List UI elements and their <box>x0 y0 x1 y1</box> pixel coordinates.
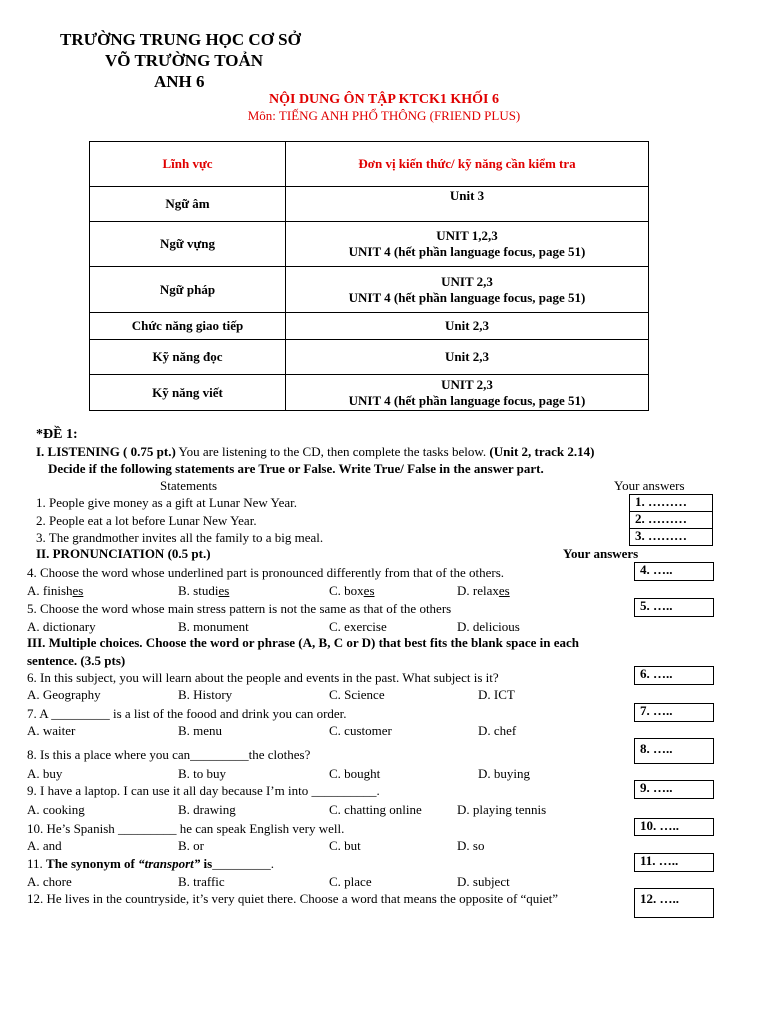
question-11 <box>27 856 274 872</box>
answer-box-7[interactable]: 7. ….. <box>634 703 714 722</box>
school-name-line2: VÕ TRƯỜNG TOẢN <box>105 51 264 70</box>
answer-box-8[interactable]: 8. ….. <box>634 738 714 764</box>
table-header-content: Đơn vị kiến thức/ kỹ năng cần kiểm tra <box>286 142 649 187</box>
q6-option-b[interactable]: B. History <box>178 687 233 702</box>
answer-box-2[interactable]: 2. ……… <box>629 511 713 529</box>
q11-option-a[interactable]: A. chore <box>27 874 72 889</box>
table-row <box>90 313 649 340</box>
q8-option-b[interactable]: B. to buy <box>178 766 227 781</box>
option-letter: A. <box>27 583 43 598</box>
option-underlined: es <box>363 583 375 598</box>
q6-option-c[interactable]: C. Science <box>329 687 385 702</box>
listening-track: (Unit 2, track 2.14) <box>489 444 595 459</box>
multiple-heading-line2: sentence. (3.5 pts) <box>27 653 126 668</box>
question-6: 6. In this subject, you will learn about the people and events in the past. What subject is it? <box>27 670 499 685</box>
answer-box-9[interactable]: 9. ….. <box>634 780 714 799</box>
content-line: UNIT 2,3 <box>441 273 493 289</box>
table-cell-area: Ngữ pháp <box>90 267 286 313</box>
answer-box-10[interactable]: 10. ….. <box>634 818 714 836</box>
option-underlined: es <box>72 583 84 598</box>
q11-blank: _________. <box>212 856 274 871</box>
class-label: ANH 6 <box>154 72 205 91</box>
q10-option-d[interactable]: D. so <box>457 838 485 853</box>
listening-text: You are listening to the CD, then complete the tasks below. <box>175 444 490 459</box>
answer-box-1[interactable]: 1. ……… <box>629 494 713 512</box>
option-letter: C. <box>329 583 345 598</box>
table-cell-content <box>286 187 649 222</box>
your-answers-label: Your answers <box>614 478 685 493</box>
table-cell-area: Kỹ năng đọc <box>90 340 286 375</box>
table-cell-area: Chức năng giao tiếp <box>90 313 286 340</box>
q6-option-d[interactable]: D. ICT <box>478 687 515 702</box>
school-name-line1: TRƯỜNG TRUNG HỌC CƠ SỞ <box>60 30 301 49</box>
option-underlined: es <box>218 583 230 598</box>
answer-box-3[interactable]: 3. ……… <box>629 528 713 546</box>
question-12: 12. He lives in the countryside, it’s very quiet there. Choose a word that means the opposite of “quiet” <box>27 891 559 906</box>
content-line: UNIT 1,2,3 <box>436 228 498 243</box>
option-underlined: es <box>498 583 510 598</box>
question-10: 10. He’s Spanish _________ he can speak English very well. <box>27 821 345 836</box>
q11-option-b[interactable]: B. traffic <box>178 874 225 889</box>
table-cell-content: Unit 2,3 <box>286 313 649 340</box>
table-cell-content <box>286 222 649 267</box>
q8-option-c[interactable]: C. bought <box>329 766 381 781</box>
document-subject: Môn: TIẾNG ANH PHỔ THÔNG (FRIEND PLUS) <box>247 108 521 123</box>
document-title: NỘI DUNG ÔN TẬP KTCK1 KHỐI 6 <box>269 92 499 107</box>
option-stem: relax <box>472 583 499 598</box>
q11-bold-text: The synonym of <box>46 856 139 871</box>
table-row <box>90 187 649 222</box>
option-stem: studi <box>193 583 219 598</box>
pronunciation-heading: II. PRONUNCIATION (0.5 pt.) <box>36 546 211 561</box>
exam-label: *ĐỀ 1: <box>36 427 78 442</box>
your-answers-label-2: Your answers <box>563 546 639 561</box>
q11-option-d[interactable]: D. subject <box>457 874 510 889</box>
q4-option-b[interactable] <box>178 583 229 599</box>
table-row <box>90 375 649 411</box>
multiple-heading-line1: III. Multiple choices. Choose the word or phrase (A, B, C or D) that best fits the blank space in each <box>27 635 580 650</box>
q7-option-b[interactable]: B. menu <box>178 723 223 738</box>
q8-option-a[interactable]: A. buy <box>27 766 63 781</box>
q4-option-a[interactable] <box>27 583 83 599</box>
content-line: UNIT 2,3 <box>441 376 493 392</box>
q7-option-d[interactable]: D. chef <box>478 723 517 738</box>
table-row <box>90 267 649 313</box>
answer-box-11[interactable]: 11. ….. <box>634 853 714 872</box>
q8-option-d[interactable]: D. buying <box>478 766 530 781</box>
statements-label: Statements <box>160 478 218 493</box>
answer-box-4[interactable]: 4. ….. <box>634 562 714 581</box>
q6-option-a[interactable]: A. Geography <box>27 687 101 702</box>
option-stem: finish <box>42 583 73 598</box>
content-line: UNIT 4 (hết phần language focus, page 51) <box>348 289 586 305</box>
q11-number: 11. <box>27 856 47 871</box>
table-cell-content: Unit 2,3 <box>286 340 649 375</box>
q5-option-a[interactable]: A. dictionary <box>27 619 96 634</box>
q10-option-c[interactable]: C. but <box>329 838 361 853</box>
table-row <box>90 222 649 267</box>
content-line: Unit 3 <box>449 188 485 203</box>
content-line: UNIT 4 (hết phần language focus, page 51) <box>348 392 586 408</box>
question-8: 8. Is this a place where you can_________the clothes? <box>27 747 311 762</box>
table-cell-content <box>286 375 649 411</box>
table-header-row <box>90 142 649 187</box>
q4-option-d[interactable] <box>457 583 510 599</box>
q11-word: “transport” <box>138 856 201 871</box>
q10-option-a[interactable]: A. and <box>27 838 62 853</box>
table-row <box>90 340 649 375</box>
answer-box-5[interactable]: 5. ….. <box>634 598 714 617</box>
answer-box-6[interactable]: 6. ….. <box>634 666 714 685</box>
q7-option-c[interactable]: C. customer <box>329 723 392 738</box>
q10-option-b[interactable]: B. or <box>178 838 204 853</box>
table-cell-content <box>286 267 649 313</box>
content-table <box>89 141 649 411</box>
q9-option-a[interactable]: A. cooking <box>27 802 85 817</box>
statement-item: 2. People eat a lot before Lunar New Year. <box>36 513 257 528</box>
q9-option-c[interactable]: C. chatting online <box>329 802 422 817</box>
q11-is: is <box>200 856 213 871</box>
q9-option-b[interactable]: B. drawing <box>178 802 236 817</box>
question-9: 9. I have a laptop. I can use it all day because I’m into __________. <box>27 783 380 798</box>
listening-heading: I. LISTENING ( 0.75 pt.) <box>36 444 176 459</box>
q5-option-d[interactable]: D. delicious <box>457 619 520 634</box>
listening-instruction: Decide if the following statements are True or False. Write True/ False in the answer part. <box>48 461 544 476</box>
q11-option-c[interactable]: C. place <box>329 874 372 889</box>
option-letter: B. <box>178 583 194 598</box>
table-cell-area: Ngữ âm <box>90 187 286 222</box>
option-stem: box <box>344 583 364 598</box>
question-5: 5. Choose the word whose main stress pattern is not the same as that of the others <box>27 601 452 616</box>
q9-option-d[interactable]: D. playing tennis <box>457 802 547 817</box>
question-7: 7. A _________ is a list of the foood and drink you can order. <box>27 706 347 721</box>
table-cell-area: Ngữ vựng <box>90 222 286 267</box>
q4-option-c[interactable] <box>329 583 375 599</box>
q5-option-c[interactable]: C. exercise <box>329 619 387 634</box>
table-cell-area: Kỹ năng viết <box>90 375 286 411</box>
statement-item: 3. The grandmother invites all the family to a big meal. <box>36 530 324 545</box>
q7-option-a[interactable]: A. waiter <box>27 723 76 738</box>
option-letter: D. <box>457 583 473 598</box>
question-4: 4. Choose the word whose underlined part is pronounced differently from that of the others. <box>27 565 505 580</box>
answer-box-12[interactable]: 12. ….. <box>634 888 714 918</box>
table-header-area: Lĩnh vực <box>90 142 286 187</box>
statement-item: 1. People give money as a gift at Lunar New Year. <box>36 495 298 510</box>
content-line: UNIT 4 (hết phần language focus, page 51) <box>348 244 586 259</box>
listening-heading-line <box>36 444 595 460</box>
q5-option-b[interactable]: B. monument <box>178 619 249 634</box>
